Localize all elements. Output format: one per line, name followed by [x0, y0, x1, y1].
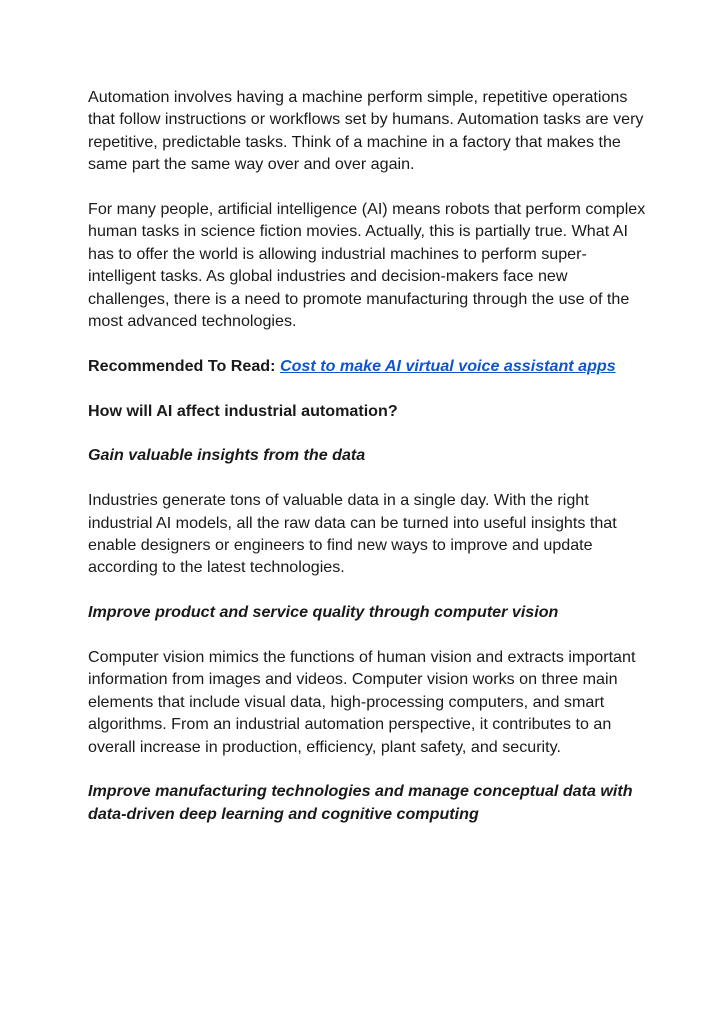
- paragraph-automation-intro: Automation involves having a machine perform simple, repetitive operations that follow instructions or workflows set by humans. Automation tasks are very repetitive, predictable tasks. Think of a machine in a factory that makes the same part the same way over and over again.: [88, 88, 644, 174]
- recommended-read: [88, 355, 648, 377]
- recommended-link[interactable]: Cost to make AI virtual voice assistant apps: [279, 356, 616, 375]
- paragraph-computer-vision: Computer vision mimics the functions of human vision and extracts important information from images and videos. Computer vision works on three main elements that include visual data, high-processing computers, and smart algorithms. From an industrial automation perspective, it contributes to an overall increase in production, efficiency, plant safety, and security.: [88, 648, 636, 756]
- subheading-computer-vision: Improve product and service quality through computer vision: [88, 603, 559, 622]
- recommended-label: Recommended To Read:: [88, 356, 276, 375]
- subheading-deep-learning: Improve manufacturing technologies and manage conceptual data with data-driven deep learning and cognitive computing: [88, 782, 633, 823]
- paragraph-insights: Industries generate tons of valuable data in a single day. With the right industrial AI models, all the raw data can be turned into useful insights that enable designers or engineers to find new ways to improve and update according to the latest technologies.: [88, 491, 617, 577]
- heading-main: How will AI affect industrial automation?: [88, 401, 398, 420]
- subheading-insights: Gain valuable insights from the data: [88, 446, 366, 465]
- document-page: [88, 86, 648, 848]
- paragraph-ai-definition: For many people, artificial intelligence (AI) means robots that perform complex human tasks in science fiction movies. Actually, this is partially true. What AI has to offer the world is allowing industrial machines to perform super-intelligent tasks. As global industries and decision-makers face new challenges, there is a need to promote manufacturing through the use of the most advanced technologies.: [88, 200, 646, 331]
